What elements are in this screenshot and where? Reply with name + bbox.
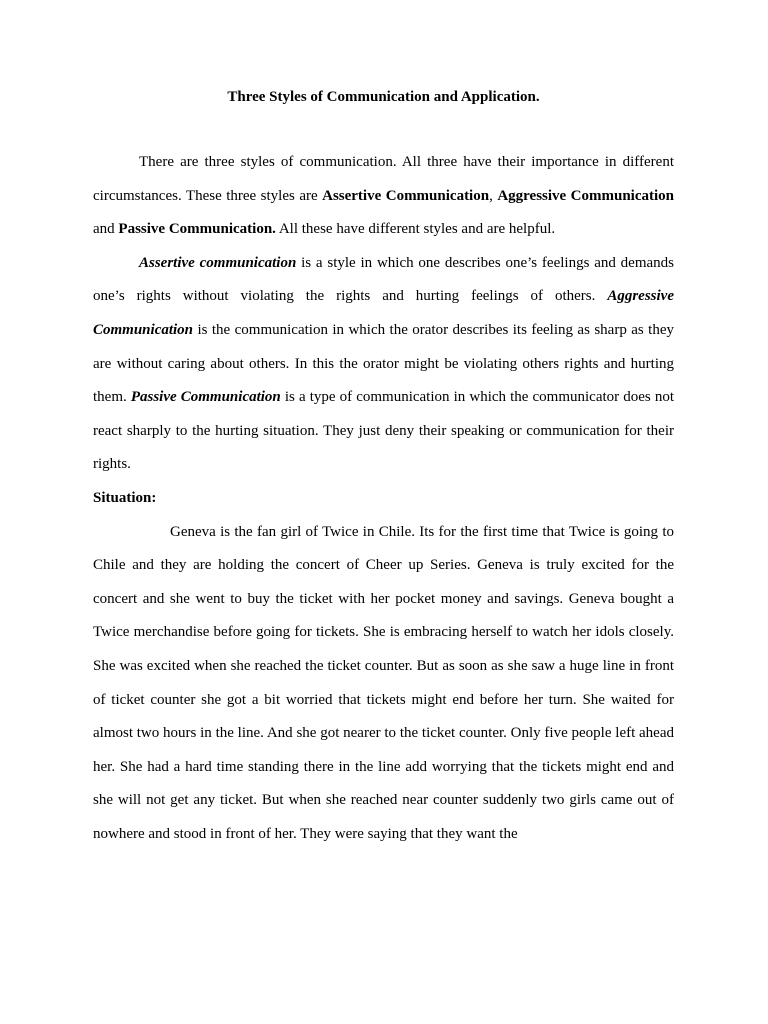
situation-paragraph: Geneva is the fan girl of Twice in Chile. Its for the first time that Twice is going to Chile and they are holding the concert of Cheer up Series. Geneva is truly excited for the concert and she went to buy the ticket with her pocket money and savings. Geneva bought a Twice merchandise before going for tickets. She is embracing herself to watch her idols closely. She was excited when she reached the ticket counter. But as soon as she saw a huge line in front of ticket counter she got a bit worried that tickets might end before her turn. She waited for almost two hours in the line. And she got nearer to the ticket counter. Only five people left ahead her. She had a hard time standing there in the line add worrying that the tickets might end and she will not get any ticket. But when she reached near counter suddenly two girls came out of nowhere and stood in front of her. They were saying that they want the xyxy=(93,523,674,842)
term-aggressive: Aggressive Communication xyxy=(497,187,675,204)
def-term-passive: Passive Communication xyxy=(130,389,281,406)
intro-paragraph xyxy=(93,146,674,247)
document-title: Three Styles of Communication and Application. xyxy=(227,89,540,105)
def-text-3: is a type of communication in which the communicator does not react sharply to the hurting situation. They just deny their speaking or communication for their rights. xyxy=(93,389,674,473)
intro-text-4: All these have different styles and are helpful. xyxy=(275,221,556,238)
def-text-2: is the communication in which the orator describes its feeling as sharp as they are without caring about others. In this the orator might be violating others rights and hurting them. xyxy=(93,321,674,406)
def-text-1: is a style in which one describes one’s feelings and demands one’s rights without violating the rights and hurting feelings of others. xyxy=(93,254,674,305)
definitions-paragraph xyxy=(93,247,674,482)
term-assertive: Assertive Communication xyxy=(322,187,490,204)
intro-text-1: There are three styles of communication. All three have their importance in different circumstances. These three styles are xyxy=(93,154,674,204)
document-page xyxy=(93,0,674,1024)
document-body xyxy=(93,146,674,851)
situation-heading: Situation: xyxy=(93,489,157,506)
term-passive: Passive Communication. xyxy=(118,221,276,238)
def-term-assertive: Assertive communication xyxy=(139,254,297,271)
intro-text-3: and xyxy=(93,221,119,238)
intro-text-2: , xyxy=(489,187,498,204)
def-term-aggressive: Aggressive Communication xyxy=(93,288,674,338)
